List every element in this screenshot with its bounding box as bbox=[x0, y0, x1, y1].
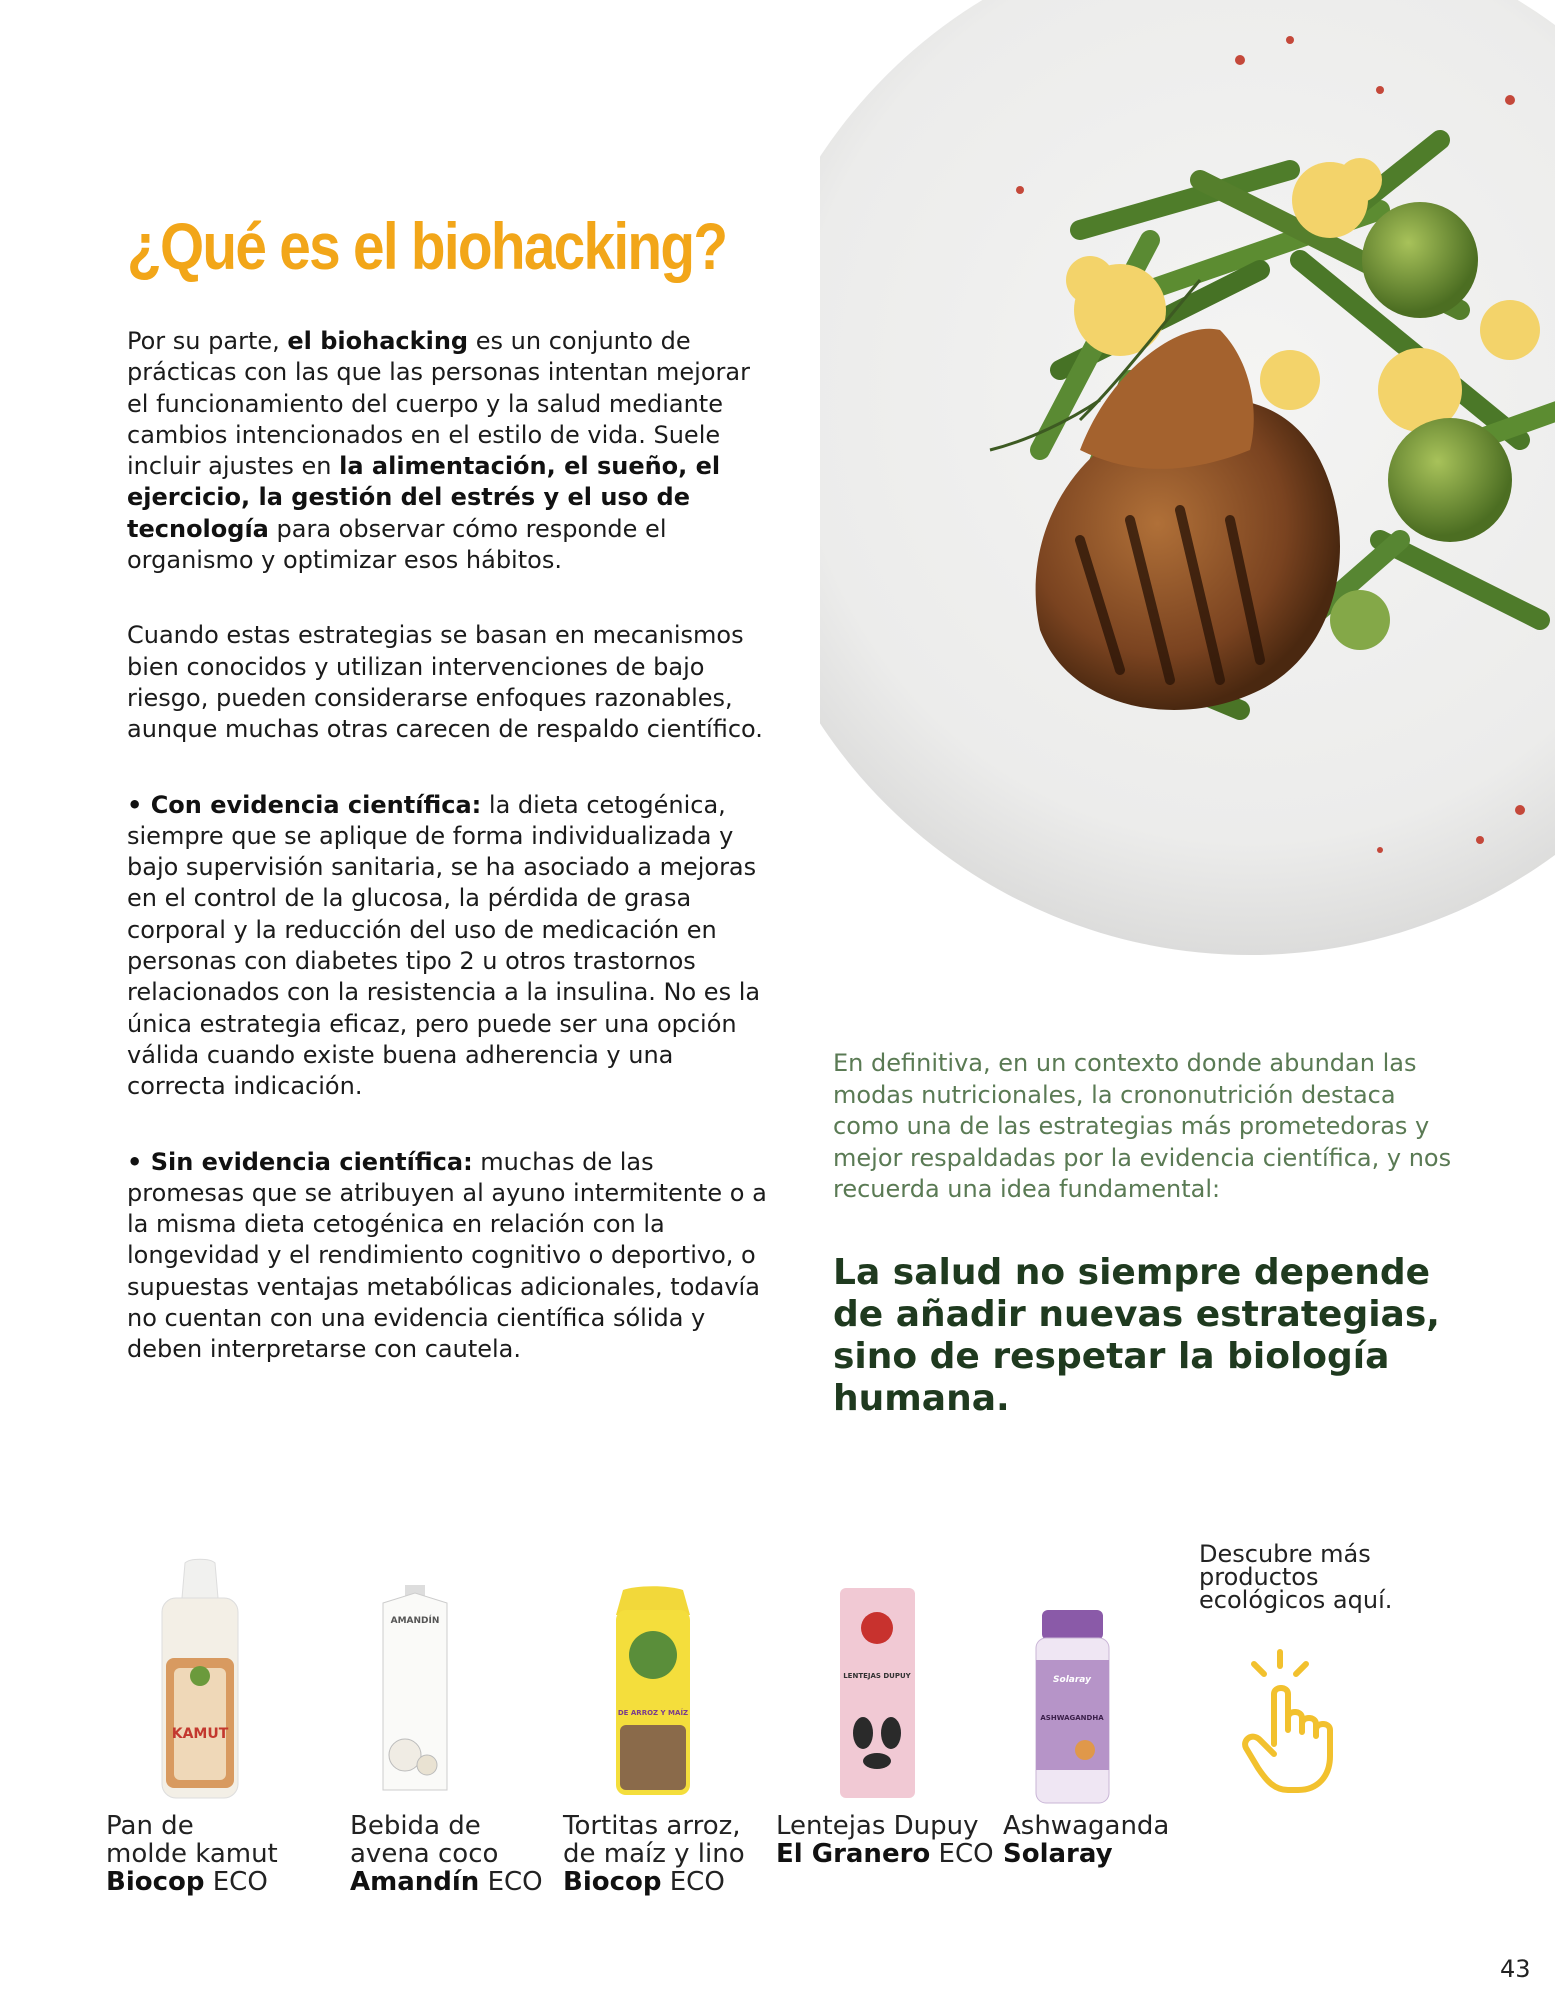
food-plate-image bbox=[820, 0, 1555, 990]
product-image-pan-kamut[interactable] bbox=[150, 1558, 250, 1803]
bullet-without-evidence: • Sin evidencia científica: muchas de las promesas que se atribuyen al ayuno intermitente o a la misma dieta cetogénica en relación con la longevidad y el rendimiento cognitivo o deportivo, o supuestas ventajas metabólicas adicionales, todavía no cuentan con una evidencia científica sólida y deben interpretarse con cautela. bbox=[127, 1147, 767, 1364]
pack-brand-amandin: AMANDÍN bbox=[390, 1616, 440, 1626]
paragraph-strategies: Cuando estas estrategias se basan en mecanismos bien conocidos y utilizan intervenciones de bajo riesgo, pueden considerarse enfoques razonables, aunque muchas otras carecen de respaldo científico. bbox=[127, 621, 763, 744]
bullet-with-evidence: • Con evidencia científica: la dieta cetogénica, siempre que se aplique de forma individualizada y bajo supervisión sanitaria, se ha asociado a mejoras en el control de la glucosa, la pérdida de grasa corporal y la reducción del uso de medicación en personas con diabetes tipo 2 u otros trastornos relacionados con la resistencia a la insulina. No es la única estrategia eficaz, pero puede ser una opción válida cuando existe buena adherencia y una correcta indicación. bbox=[127, 790, 761, 1101]
pack-logo-solaray: Solaray bbox=[1053, 1675, 1091, 1685]
product-label-ashwaganda[interactable]: Ashwaganda Solaray bbox=[1003, 1811, 1170, 1869]
page-number: 43 bbox=[1500, 1955, 1531, 1983]
highlight-quote: La salud no siempre depende de añadir nuevas estrategias, sino de respetar la biología humana. bbox=[833, 1252, 1440, 1419]
product-image-lentejas[interactable] bbox=[835, 1583, 920, 1803]
pack-text-kamut: KAMUT bbox=[171, 1726, 229, 1742]
product-image-bebida-avena[interactable] bbox=[375, 1585, 455, 1795]
product-label-bebida-avena[interactable]: Bebida de avena coco Amandín ECO bbox=[350, 1811, 543, 1897]
product-label-pan-kamut[interactable]: Pan de molde kamut Biocop ECO bbox=[106, 1811, 278, 1897]
main-text-column bbox=[127, 326, 767, 1410]
product-label-lentejas[interactable]: Lentejas Dupuy El Granero ECO bbox=[776, 1811, 994, 1869]
page-title: ¿Qué es el biohacking? bbox=[127, 209, 727, 283]
discover-more-link[interactable]: Descubre más productos ecológicos aquí. bbox=[1199, 1540, 1393, 1614]
conclusion-text: En definitiva, en un contexto donde abundan las modas nutricionales, la crononutrición destaca como una de las estrategias más prometedoras y mejor respaldadas por la evidencia científica, y nos recuerda una idea fundamental: bbox=[833, 1049, 1452, 1203]
product-label-tortitas[interactable]: Tortitas arroz, de maíz y lino Biocop ECO bbox=[563, 1811, 745, 1897]
paragraph-intro: Por su parte, el biohacking es un conjunto de prácticas con las que las personas intentan mejorar el funcionamiento del cuerpo y la salud mediante cambios intencionados en el estilo de vida. Suele incluir ajustes en la alimentación, el sueño, el ejercicio, la gestión del estrés y el uso de tecnología para observar cómo responde el organismo y optimizar esos hábitos. bbox=[127, 327, 750, 575]
pack-text-tortitas: DE ARROZ Y MAÍZ bbox=[617, 1709, 689, 1717]
product-image-ashwaganda[interactable] bbox=[1030, 1610, 1115, 1805]
pack-text-ashwaganda: ASHWAGANDHA bbox=[1040, 1714, 1104, 1722]
pack-text-lentejas: LENTEJAS DUPUY bbox=[843, 1672, 911, 1680]
product-image-tortitas[interactable] bbox=[608, 1585, 698, 1800]
pointing-hand-icon[interactable] bbox=[1240, 1648, 1350, 1798]
